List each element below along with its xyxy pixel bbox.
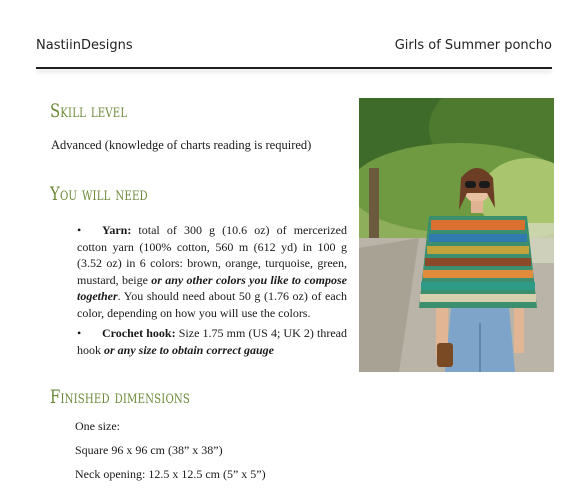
skill-level-heading: Skill level [50, 100, 128, 122]
yarn-list-item [77, 222, 347, 321]
yarn-text-end: . You should need about 50 g (1.76 oz) of each color, depending on how you will use the colors. [77, 289, 347, 320]
bullet-dot: • [77, 223, 82, 237]
hook-text: Size 1.75 mm (US 4; UK 2) thread hook [77, 326, 347, 357]
hook-list-item [77, 325, 347, 358]
you-will-need-heading: You will need [50, 183, 148, 205]
dimension-line: One size: [75, 419, 120, 433]
yarn-emphasis: or any other colors you like to compose together [77, 272, 347, 303]
skill-level-text: Advanced (knowledge of charts reading is required) [51, 138, 312, 152]
model-photo [359, 98, 554, 372]
pattern-title: Girls of Summer poncho [394, 38, 552, 53]
dimension-line: Neck opening: 12.5 x 12.5 cm (5” x 5”) [75, 467, 266, 481]
dimension-line: Square 96 x 96 cm (38” x 38”) [75, 443, 223, 457]
bullet-dot: • [77, 326, 82, 340]
yarn-text: total of 300 g (10.6 oz) of mercerized cotton yarn (100% cotton, 560 m (612 yd) in 100 g (3.52 oz) in 6 colors: brown, orange, turquoise, green, mustard, beige [77, 223, 347, 287]
yarn-label: Yarn: [102, 223, 132, 237]
hook-label: Crochet hook: [102, 326, 176, 340]
brand-name: NastiinDesigns [36, 38, 133, 53]
header-divider [36, 67, 552, 69]
finished-dimensions-heading: Finished dimensions [50, 386, 191, 408]
hook-emphasis: or any size to obtain correct gauge [104, 342, 274, 357]
